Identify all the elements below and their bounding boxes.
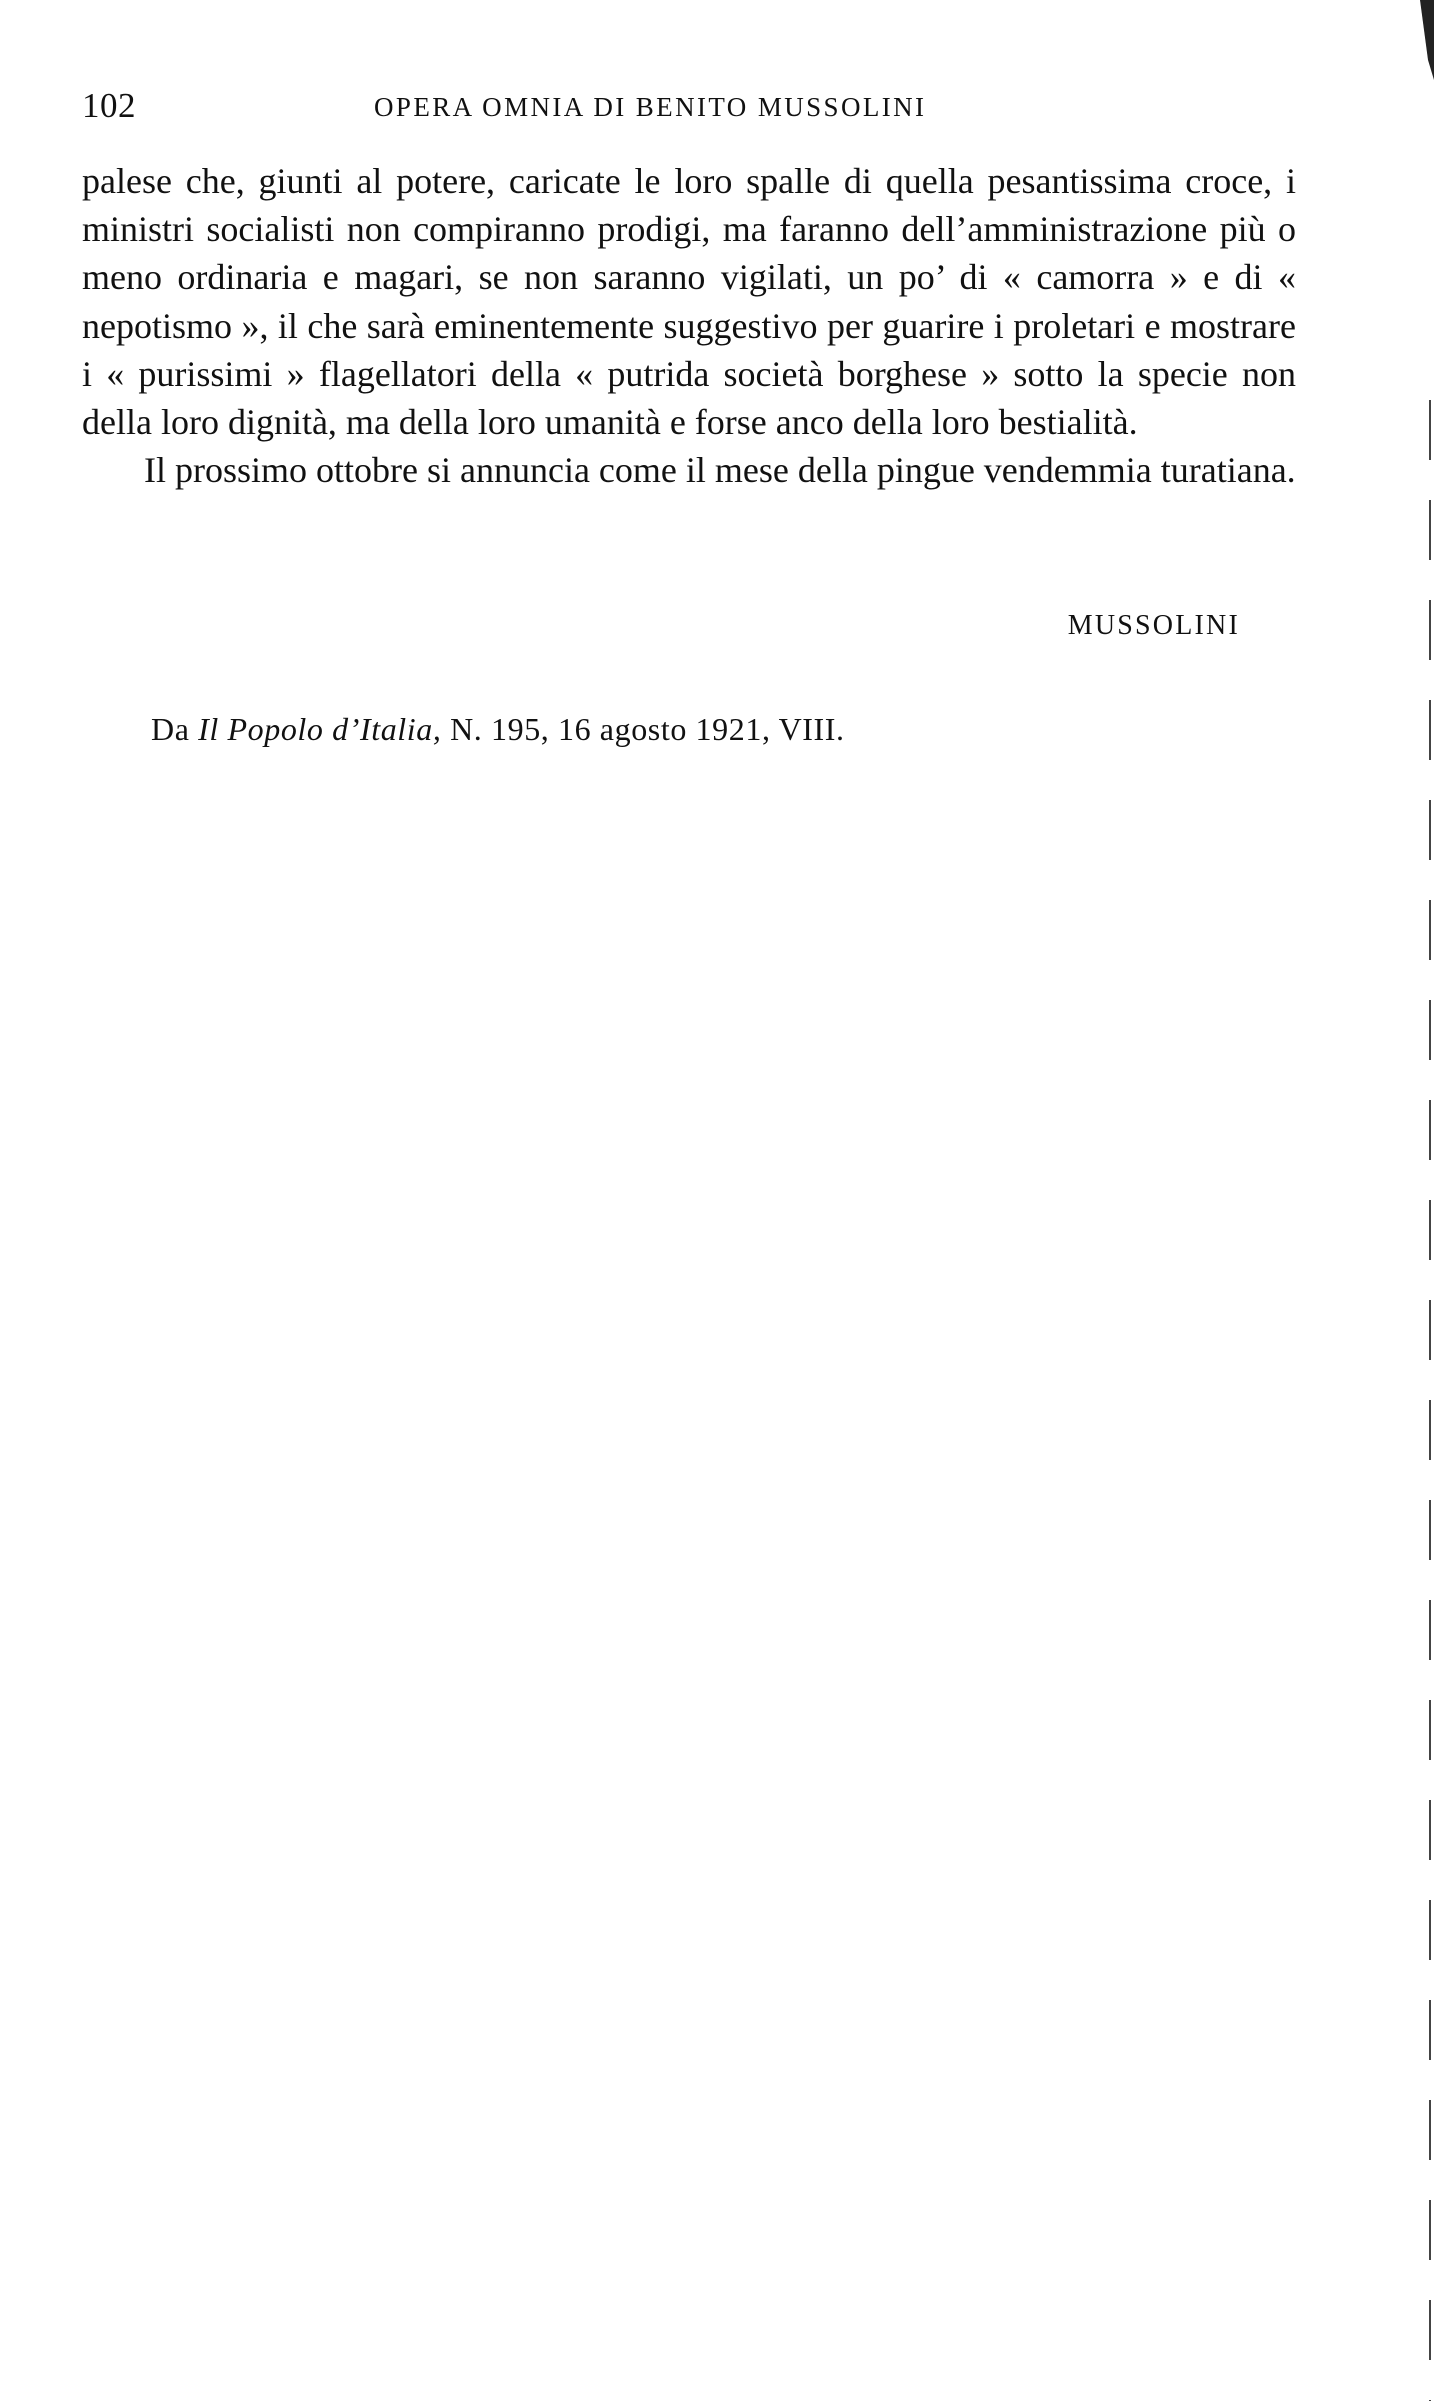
paragraph: palese che, giunti al potere, caricate le loro spalle di quella pesantissima croce, i ministri socialisti non compiranno prodigi, ma faranno dell’amministrazione più o meno ordinaria e magari, se non saranno vigilati, un po’ di « camorra » e di « nepotismo », il che sarà eminentemente suggestivo per guarire i proletari e mostrare i « purissimi » flagellatori della « putrida società borghese » sotto la specie non della loro dignità, ma della loro umanità e forse anco della loro bestialità.: [82, 161, 1296, 443]
page-number: 102: [82, 86, 136, 125]
source-prefix: Da: [151, 711, 199, 747]
source-details: N. 195, 16 agosto 1921, VIII.: [441, 711, 845, 747]
running-head: [82, 86, 1302, 136]
scan-edge-shadow: [1406, 0, 1434, 2401]
author-signature: MUSSOLINI: [1067, 610, 1240, 641]
publication-title: Il Popolo d’Italia,: [198, 711, 442, 747]
paragraph: Il prossimo ottobre si annuncia come il mese della pingue vendemmia turatiana.: [144, 450, 1296, 491]
body-text: [82, 157, 1296, 494]
running-title: OPERA OMNIA DI BENITO MUSSOLINI: [374, 92, 927, 122]
source-citation: [151, 711, 845, 748]
